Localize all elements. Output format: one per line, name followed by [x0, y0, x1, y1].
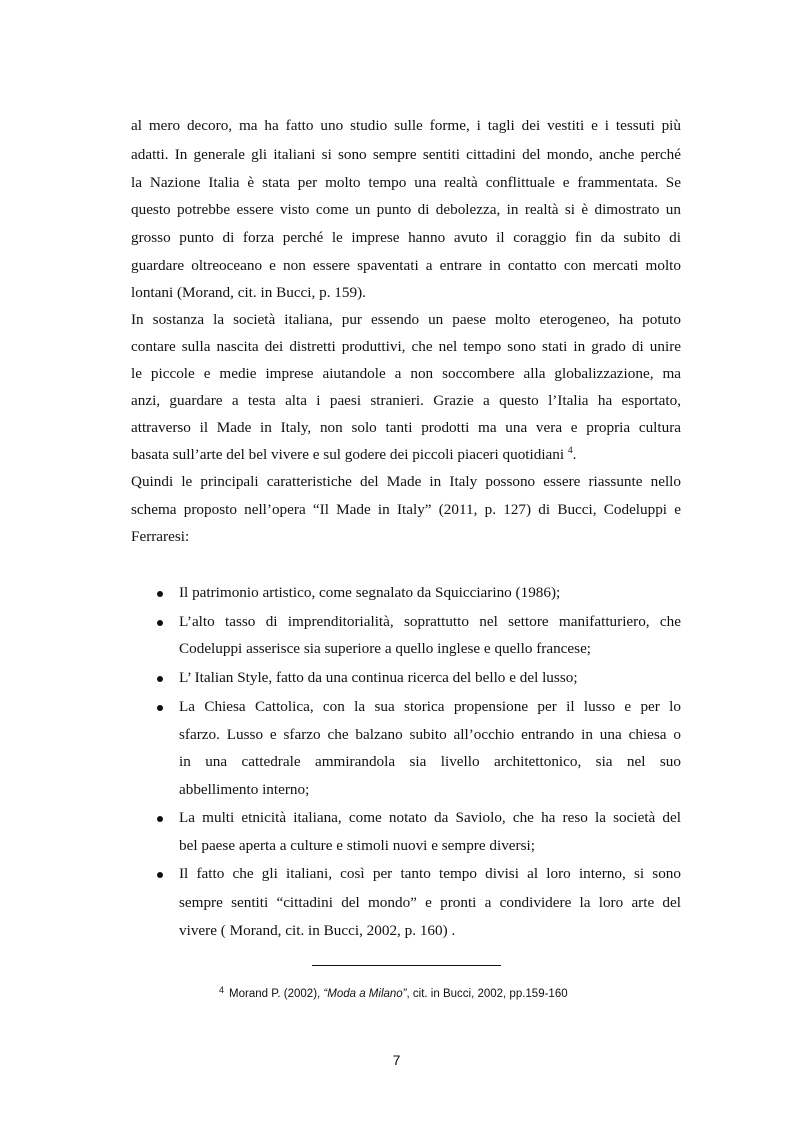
paragraph-line: attraverso il Made in Italy, non solo tanti prodotti ma una vera e propria cultura [131, 419, 681, 436]
list-item-continuation: in una cattedrale ammirandola sia livello architettonico, sia nel suo [179, 753, 681, 770]
footnote-citation: , cit. in Bucci, 2002, pp.159-160 [406, 988, 568, 1000]
list-item: La Chiesa Cattolica, con la sua storica propensione per il lusso e per lo [179, 698, 681, 715]
list-item: Il fatto che gli italiani, così per tanto tempo divisi al loro interno, si sono [179, 865, 681, 882]
paragraph-line: lontani (Morand, cit. in Bucci, p. 159). [131, 284, 366, 301]
list-item: Il patrimonio artistico, come segnalato da Squicciarino (1986); [179, 584, 561, 601]
list-item: L’alto tasso di imprenditorialità, soprattutto nel settore manifatturiero, che [179, 613, 681, 630]
paragraph-line: adatti. In generale gli italiani si sono sempre sentiti cittadini del mondo, anche perché [131, 146, 681, 163]
bullet-icon [157, 816, 163, 822]
paragraph-line: guardare oltreoceano e non essere spaventati a entrare in contatto con mercati molto [131, 257, 681, 274]
paragraph-line: schema proposto nell’opera “Il Made in Italy” (2011, p. 127) di Bucci, Codeluppi e [131, 501, 681, 518]
page-number: 7 [392, 1052, 401, 1068]
list-item-continuation: Codeluppi asserisce sia superiore a quello inglese e quello francese; [179, 640, 592, 657]
list-item-continuation: vivere ( Morand, cit. in Bucci, 2002, p. 160) . [179, 922, 456, 939]
list-item: La multi etnicità italiana, come notato da Saviolo, che ha reso la società del [179, 809, 681, 826]
list-item-continuation: abbellimento interno; [179, 781, 310, 798]
footnote-separator [312, 965, 501, 966]
footnote-author: Morand P. (2002), [229, 988, 324, 1000]
paragraph-line-with-footnote [131, 445, 681, 467]
paragraph-line: al mero decoro, ma ha fatto uno studio sulle forme, i tagli dei vestiti e i tessuti più [131, 117, 681, 134]
footnote-reference[interactable]: 4 [567, 446, 573, 456]
list-item: L’ Italian Style, fatto da una continua ricerca del bello e del lusso; [179, 669, 578, 686]
list-item-continuation: sfarzo. Lusso e sfarzo che balzano subito all’occhio entrando in una chiesa o [179, 726, 681, 743]
paragraph-line-text: basata sull’arte del bel vivere e sul godere dei piccoli piaceri quotidiani [131, 446, 565, 463]
paragraph-line: le piccole e medie imprese aiutandole a non soccombere alla globalizzazione, ma [131, 365, 681, 382]
bullet-icon [157, 705, 163, 711]
footnote-title: “Moda a Milano” [323, 988, 407, 1000]
trailing-punctuation: . [572, 446, 577, 463]
paragraph-line: contare sulla nascita dei distretti produttivi, che nel tempo sono stati in grado di unire [131, 338, 681, 355]
list-item-continuation: bel paese aperta a culture e stimoli nuovi e sempre diversi; [179, 837, 535, 854]
paragraph-line: la Nazione Italia è stata per molto tempo una realtà conflittuale e frammentata. Se [131, 174, 681, 191]
paragraph-line: Ferraresi: [131, 528, 190, 545]
paragraph-line: In sostanza la società italiana, pur essendo un paese molto eterogeneo, ha potuto [131, 311, 681, 328]
bullet-icon [157, 872, 163, 878]
footnote-number: 4 [219, 985, 225, 995]
bullet-icon [157, 591, 163, 597]
paragraph-line: questo potrebbe essere visto come un punto di debolezza, in realtà si è dimostrato un [131, 201, 681, 218]
bullet-icon [157, 676, 163, 682]
paragraph-line: anzi, guardare a testa alta i paesi stranieri. Grazie a questo l’Italia ha esportato, [131, 392, 681, 409]
paragraph-line: Quindi le principali caratteristiche del Made in Italy possono essere riassunte nello [131, 473, 681, 490]
list-item-continuation: sempre sentiti “cittadini del mondo” e pronti a condividere la loro arte del [179, 894, 681, 911]
footnote [219, 986, 639, 1002]
paragraph-line: grosso punto di forza perché le imprese hanno avuto il coraggio fin da subito di [131, 229, 681, 246]
bullet-icon [157, 620, 163, 626]
